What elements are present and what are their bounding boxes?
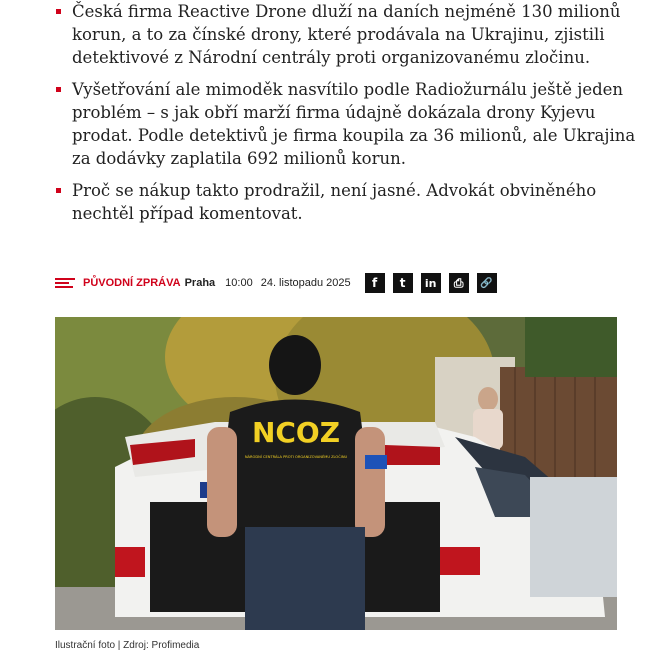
print-button[interactable]: [449, 273, 469, 293]
article-summary-list: [56, 0, 636, 234]
linkedin-icon: in: [424, 276, 437, 290]
photo-illustration: [55, 317, 617, 630]
article-time: 10:00: [225, 277, 253, 289]
article-photo[interactable]: [55, 317, 617, 630]
vest-ncoz-text: NCOZ: [251, 416, 341, 449]
article-date: 24. listopadu 2025: [260, 277, 351, 289]
article-place: Praha: [184, 277, 216, 289]
photo-caption: Ilustrační foto | Zdroj: Profimedia: [55, 640, 200, 651]
summary-bullet: Vyšetřování ale mimoděk nasvítilo podle Radiožurnálu ještě jeden problém – s jak obří marží firma údajně dokázala drony Kyjevu prodat. Podle detektivů je firma koupila za 36 milionů, ale Ukrajina za dodávky zaplatila 692 milionů korun.: [56, 78, 636, 170]
article-meta: [55, 272, 497, 294]
summary-bullet: Česká firma Reactive Drone dluží na daních nejméně 130 milionů korun, a to za čínské drony, které prodávala na Ukrajinu, zjistili detektivové z Národní centrály proti organizovanému zločinu.: [56, 0, 636, 69]
summary-bullet: Proč se nákup takto prodražil, není jasné. Advokát obviněného nechtěl případ komentovat.: [56, 179, 636, 225]
copy-link-button[interactable]: [477, 273, 497, 293]
vest-subtext: NÁRODNÍ CENTRÁLA PROTI ORGANIZOVANÉMU ZLOČINU: [244, 455, 348, 459]
linkedin-share-button[interactable]: [421, 273, 441, 293]
original-report-icon: [55, 277, 75, 289]
share-buttons: [365, 273, 497, 293]
facebook-share-button[interactable]: [365, 273, 385, 293]
print-icon: ⎙: [453, 275, 464, 290]
link-icon: 🔗: [480, 277, 493, 289]
twitter-share-button[interactable]: [393, 273, 413, 293]
original-report-label[interactable]: PŮVODNÍ ZPRÁVA: [83, 277, 181, 289]
twitter-icon: t: [399, 276, 406, 290]
facebook-icon: f: [372, 276, 378, 290]
